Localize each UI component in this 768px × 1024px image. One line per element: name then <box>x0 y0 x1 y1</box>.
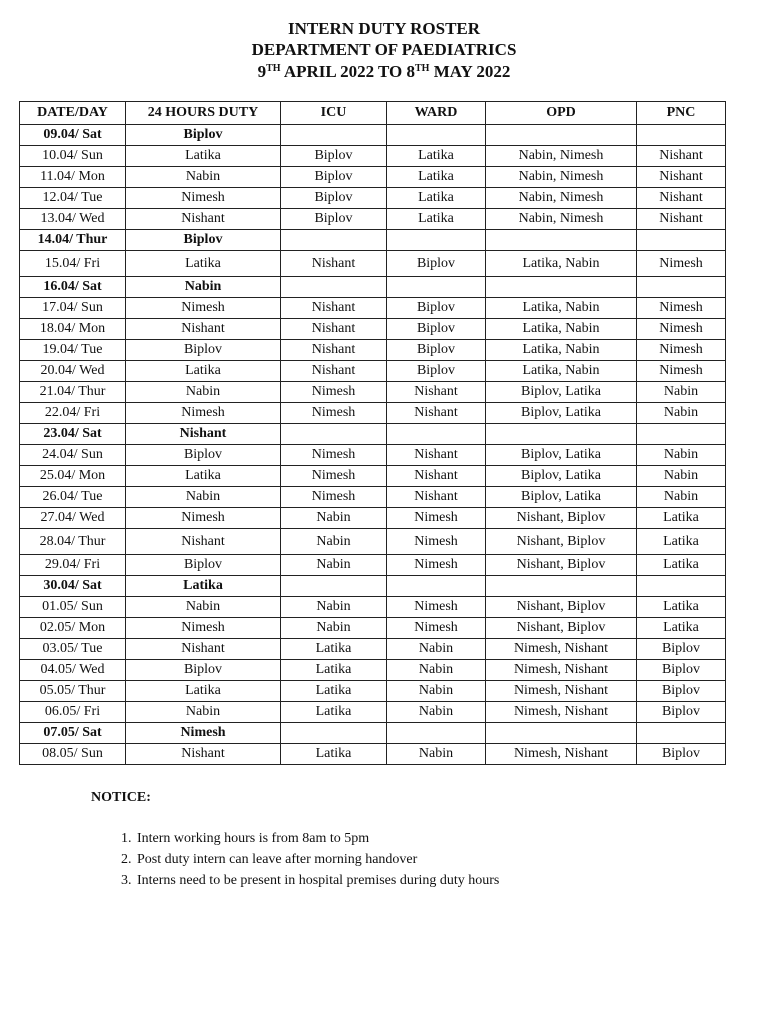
cell-opd: Nabin, Nimesh <box>486 188 637 209</box>
table-row <box>20 167 726 188</box>
cell-opd: Latika, Nabin <box>486 298 637 319</box>
cell-date: 07.05/ Sat <box>20 723 126 744</box>
cell-pnc: Nabin <box>637 466 726 487</box>
cell-date: 30.04/ Sat <box>20 576 126 597</box>
cell-opd: Nimesh, Nishant <box>486 744 637 765</box>
cell-pnc: Latika <box>637 618 726 639</box>
cell-duty: Biplov <box>126 660 281 681</box>
cell-ward <box>387 723 486 744</box>
cell-date: 25.04/ Mon <box>20 466 126 487</box>
cell-icu: Nabin <box>281 555 387 576</box>
table-row <box>20 576 726 597</box>
cell-opd <box>486 424 637 445</box>
cell-date: 12.04/ Tue <box>20 188 126 209</box>
cell-ward <box>387 230 486 251</box>
table-row <box>20 555 726 576</box>
cell-ward: Latika <box>387 209 486 230</box>
cell-date: 05.05/ Thur <box>20 681 126 702</box>
table-row <box>20 209 726 230</box>
cell-ward: Nimesh <box>387 597 486 618</box>
table-row <box>20 702 726 723</box>
cell-icu <box>281 424 387 445</box>
notice-list <box>110 828 499 891</box>
cell-ward: Latika <box>387 146 486 167</box>
date-range-suffix-start: TH <box>266 63 281 74</box>
department-title: DEPARTMENT OF PAEDIATRICS <box>251 40 517 59</box>
table-row <box>20 403 726 424</box>
cell-icu: Biplov <box>281 146 387 167</box>
column-header-ward: WARD <box>387 102 486 125</box>
cell-ward: Nabin <box>387 660 486 681</box>
cell-ward <box>387 424 486 445</box>
cell-pnc: Nabin <box>637 487 726 508</box>
cell-ward: Nimesh <box>387 529 486 555</box>
cell-icu: Nimesh <box>281 445 387 466</box>
cell-icu: Nimesh <box>281 466 387 487</box>
table-row <box>20 424 726 445</box>
cell-pnc: Nabin <box>637 445 726 466</box>
cell-opd <box>486 277 637 298</box>
cell-date: 15.04/ Fri <box>20 251 126 277</box>
cell-icu: Latika <box>281 660 387 681</box>
cell-date: 24.04/ Sun <box>20 445 126 466</box>
cell-duty: Nabin <box>126 487 281 508</box>
table-row <box>20 445 726 466</box>
cell-pnc: Nishant <box>637 188 726 209</box>
cell-opd: Nishant, Biplov <box>486 618 637 639</box>
cell-icu: Nimesh <box>281 487 387 508</box>
table-row <box>20 340 726 361</box>
cell-icu: Nishant <box>281 251 387 277</box>
cell-ward: Nabin <box>387 702 486 723</box>
cell-duty: Biplov <box>126 555 281 576</box>
date-range-title <box>0 62 768 82</box>
table-row <box>20 681 726 702</box>
table-row <box>20 744 726 765</box>
cell-opd: Latika, Nabin <box>486 319 637 340</box>
table-row <box>20 125 726 146</box>
cell-duty: Nimesh <box>126 723 281 744</box>
cell-icu <box>281 125 387 146</box>
notice-item: 2. Post duty intern can leave after morning handover <box>135 849 499 870</box>
cell-date: 27.04/ Wed <box>20 508 126 529</box>
cell-icu: Nimesh <box>281 403 387 424</box>
cell-pnc: Nishant <box>637 167 726 188</box>
cell-icu: Nabin <box>281 618 387 639</box>
cell-opd: Nimesh, Nishant <box>486 660 637 681</box>
table-row <box>20 230 726 251</box>
cell-pnc: Nabin <box>637 382 726 403</box>
cell-opd <box>486 723 637 744</box>
cell-duty: Nabin <box>126 382 281 403</box>
cell-duty: Biplov <box>126 445 281 466</box>
cell-pnc <box>637 723 726 744</box>
cell-date: 29.04/ Fri <box>20 555 126 576</box>
cell-date: 13.04/ Wed <box>20 209 126 230</box>
cell-pnc: Latika <box>637 529 726 555</box>
cell-duty: Latika <box>126 466 281 487</box>
cell-pnc <box>637 230 726 251</box>
cell-icu <box>281 277 387 298</box>
cell-date: 20.04/ Wed <box>20 361 126 382</box>
cell-date: 06.05/ Fri <box>20 702 126 723</box>
cell-date: 26.04/ Tue <box>20 487 126 508</box>
cell-date: 04.05/ Wed <box>20 660 126 681</box>
cell-pnc: Latika <box>637 597 726 618</box>
cell-icu: Nishant <box>281 340 387 361</box>
cell-ward: Nabin <box>387 639 486 660</box>
date-range-end: MAY 2022 <box>429 62 511 81</box>
cell-duty: Latika <box>126 576 281 597</box>
table-row <box>20 298 726 319</box>
table-row <box>20 639 726 660</box>
column-header-date: DATE/DAY <box>20 102 126 125</box>
cell-opd: Biplov, Latika <box>486 382 637 403</box>
cell-opd: Biplov, Latika <box>486 403 637 424</box>
cell-opd: Nabin, Nimesh <box>486 209 637 230</box>
cell-date: 11.04/ Mon <box>20 167 126 188</box>
cell-pnc: Biplov <box>637 744 726 765</box>
notice-item: 1. Intern working hours is from 8am to 5pm <box>135 828 499 849</box>
cell-opd: Nabin, Nimesh <box>486 167 637 188</box>
cell-duty: Nimesh <box>126 188 281 209</box>
cell-opd: Nimesh, Nishant <box>486 639 637 660</box>
cell-pnc <box>637 125 726 146</box>
date-range-middle: APRIL 2022 TO 8 <box>280 62 416 81</box>
cell-duty: Nabin <box>126 277 281 298</box>
cell-ward <box>387 277 486 298</box>
cell-date: 19.04/ Tue <box>20 340 126 361</box>
cell-pnc: Nimesh <box>637 319 726 340</box>
cell-pnc: Nishant <box>637 146 726 167</box>
cell-ward: Biplov <box>387 251 486 277</box>
cell-icu: Latika <box>281 639 387 660</box>
cell-ward: Latika <box>387 167 486 188</box>
cell-opd: Latika, Nabin <box>486 251 637 277</box>
cell-date: 23.04/ Sat <box>20 424 126 445</box>
cell-date: 14.04/ Thur <box>20 230 126 251</box>
cell-duty: Latika <box>126 251 281 277</box>
duty-roster-table <box>19 101 726 765</box>
cell-duty: Nishant <box>126 529 281 555</box>
cell-date: 16.04/ Sat <box>20 277 126 298</box>
cell-duty: Latika <box>126 681 281 702</box>
cell-date: 18.04/ Mon <box>20 319 126 340</box>
cell-opd: Nishant, Biplov <box>486 597 637 618</box>
cell-opd <box>486 125 637 146</box>
column-header-opd: OPD <box>486 102 637 125</box>
table-header-row <box>20 102 726 125</box>
cell-date: 01.05/ Sun <box>20 597 126 618</box>
cell-pnc: Biplov <box>637 681 726 702</box>
cell-icu <box>281 230 387 251</box>
cell-pnc: Nimesh <box>637 340 726 361</box>
cell-pnc: Biplov <box>637 639 726 660</box>
cell-duty: Nimesh <box>126 618 281 639</box>
cell-duty: Nishant <box>126 424 281 445</box>
cell-opd: Nishant, Biplov <box>486 555 637 576</box>
cell-duty: Biplov <box>126 340 281 361</box>
cell-icu: Nabin <box>281 529 387 555</box>
cell-opd: Latika, Nabin <box>486 340 637 361</box>
cell-opd: Nishant, Biplov <box>486 508 637 529</box>
cell-ward: Nishant <box>387 382 486 403</box>
cell-pnc: Biplov <box>637 660 726 681</box>
cell-ward: Nimesh <box>387 508 486 529</box>
cell-duty: Nishant <box>126 209 281 230</box>
cell-date: 21.04/ Thur <box>20 382 126 403</box>
cell-duty: Nimesh <box>126 298 281 319</box>
table-row <box>20 487 726 508</box>
table-row <box>20 319 726 340</box>
cell-icu: Nimesh <box>281 382 387 403</box>
cell-duty: Nabin <box>126 702 281 723</box>
column-header-icu: ICU <box>281 102 387 125</box>
cell-ward: Latika <box>387 188 486 209</box>
date-range-suffix-end: TH <box>415 63 430 74</box>
date-range-start-day: 9 <box>257 62 267 81</box>
cell-duty: Nishant <box>126 744 281 765</box>
cell-pnc <box>637 277 726 298</box>
table-row <box>20 529 726 555</box>
cell-ward: Nabin <box>387 744 486 765</box>
cell-duty: Latika <box>126 361 281 382</box>
cell-opd <box>486 576 637 597</box>
cell-date: 08.05/ Sun <box>20 744 126 765</box>
cell-pnc: Latika <box>637 508 726 529</box>
cell-ward: Biplov <box>387 298 486 319</box>
cell-ward <box>387 576 486 597</box>
cell-duty: Nabin <box>126 167 281 188</box>
cell-opd <box>486 230 637 251</box>
cell-duty: Biplov <box>126 230 281 251</box>
cell-icu: Latika <box>281 744 387 765</box>
cell-ward: Nishant <box>387 487 486 508</box>
column-header-pnc: PNC <box>637 102 726 125</box>
table-row <box>20 188 726 209</box>
cell-duty: Nimesh <box>126 403 281 424</box>
cell-pnc: Nimesh <box>637 298 726 319</box>
cell-date: 02.05/ Mon <box>20 618 126 639</box>
cell-ward: Biplov <box>387 361 486 382</box>
cell-icu: Nishant <box>281 361 387 382</box>
cell-duty: Nishant <box>126 319 281 340</box>
cell-ward: Nimesh <box>387 555 486 576</box>
table-row <box>20 660 726 681</box>
cell-date: 09.04/ Sat <box>20 125 126 146</box>
cell-icu <box>281 576 387 597</box>
cell-icu: Latika <box>281 702 387 723</box>
cell-icu <box>281 723 387 744</box>
cell-opd: Nimesh, Nishant <box>486 702 637 723</box>
cell-opd: Nimesh, Nishant <box>486 681 637 702</box>
cell-pnc: Nimesh <box>637 361 726 382</box>
cell-duty: Nishant <box>126 639 281 660</box>
cell-ward: Nishant <box>387 466 486 487</box>
table-row <box>20 723 726 744</box>
cell-pnc <box>637 576 726 597</box>
table-row <box>20 146 726 167</box>
cell-pnc: Biplov <box>637 702 726 723</box>
cell-duty: Latika <box>126 146 281 167</box>
cell-date: 28.04/ Thur <box>20 529 126 555</box>
table-row <box>20 618 726 639</box>
cell-pnc: Nishant <box>637 209 726 230</box>
cell-opd: Latika, Nabin <box>486 361 637 382</box>
cell-icu: Latika <box>281 681 387 702</box>
cell-opd: Nishant, Biplov <box>486 529 637 555</box>
cell-ward: Biplov <box>387 340 486 361</box>
cell-icu: Nabin <box>281 508 387 529</box>
cell-ward: Nishant <box>387 403 486 424</box>
cell-date: 17.04/ Sun <box>20 298 126 319</box>
table-row <box>20 382 726 403</box>
cell-duty: Nimesh <box>126 508 281 529</box>
table-row <box>20 277 726 298</box>
roster-title: INTERN DUTY ROSTER <box>287 19 481 38</box>
table-row <box>20 361 726 382</box>
cell-pnc: Latika <box>637 555 726 576</box>
cell-ward: Nimesh <box>387 618 486 639</box>
cell-ward: Biplov <box>387 319 486 340</box>
cell-icu: Nishant <box>281 298 387 319</box>
notice-title: NOTICE: <box>91 790 151 805</box>
cell-date: 03.05/ Tue <box>20 639 126 660</box>
cell-date: 22.04/ Fri <box>20 403 126 424</box>
table-row <box>20 466 726 487</box>
cell-icu: Nishant <box>281 319 387 340</box>
cell-ward: Nishant <box>387 445 486 466</box>
table-row <box>20 251 726 277</box>
cell-icu: Biplov <box>281 188 387 209</box>
table-row <box>20 597 726 618</box>
cell-opd: Biplov, Latika <box>486 445 637 466</box>
notice-item: 3. Interns need to be present in hospital premises during duty hours <box>135 870 499 891</box>
table-row <box>20 508 726 529</box>
column-header-duty: 24 HOURS DUTY <box>126 102 281 125</box>
cell-icu: Biplov <box>281 167 387 188</box>
cell-pnc <box>637 424 726 445</box>
cell-opd: Biplov, Latika <box>486 487 637 508</box>
cell-ward <box>387 125 486 146</box>
cell-opd: Biplov, Latika <box>486 466 637 487</box>
cell-date: 10.04/ Sun <box>20 146 126 167</box>
cell-icu: Nabin <box>281 597 387 618</box>
cell-duty: Biplov <box>126 125 281 146</box>
cell-duty: Nabin <box>126 597 281 618</box>
cell-pnc: Nabin <box>637 403 726 424</box>
cell-ward: Nabin <box>387 681 486 702</box>
cell-opd: Nabin, Nimesh <box>486 146 637 167</box>
table-body <box>20 125 726 765</box>
cell-icu: Biplov <box>281 209 387 230</box>
cell-pnc: Nimesh <box>637 251 726 277</box>
